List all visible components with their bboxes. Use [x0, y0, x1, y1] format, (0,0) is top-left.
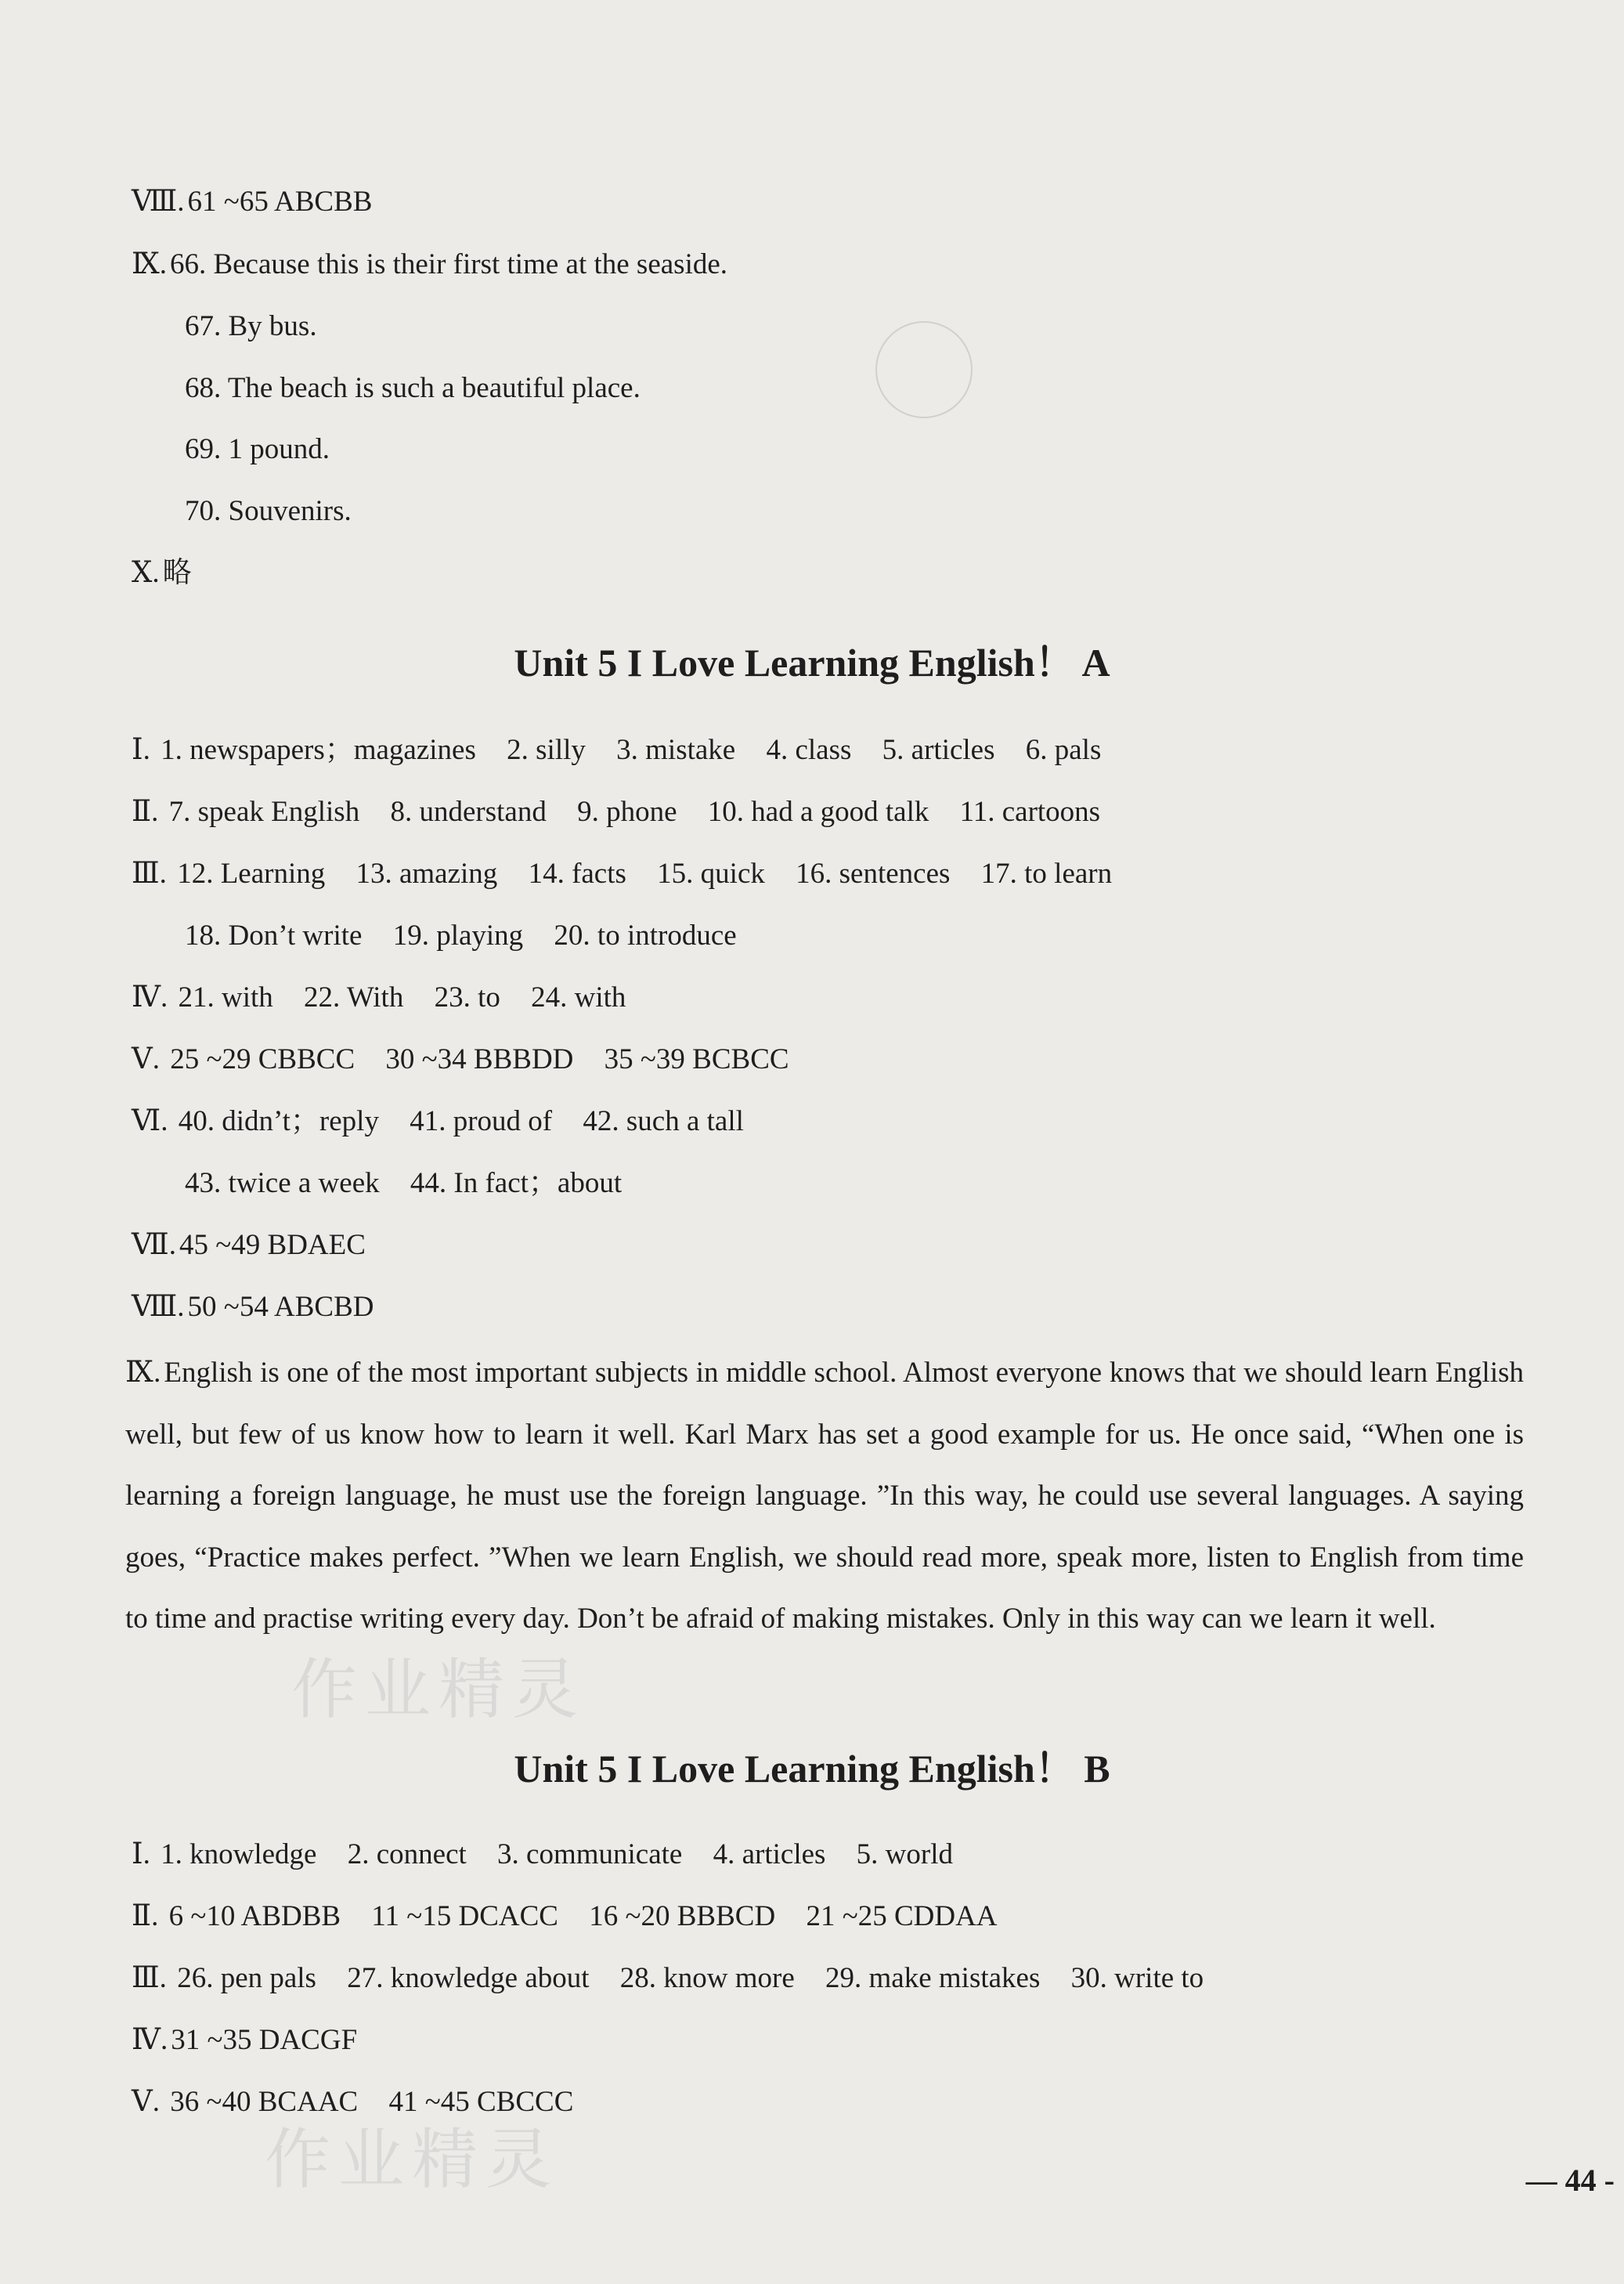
answer-item: 20. to introduce	[554, 920, 737, 952]
unit-b-section-ii: Ⅱ. 6 ~10 ABDBB 11 ~15 DCACC 16 ~20 BBBCD 21 ~25 CDDAA	[132, 1900, 998, 1932]
unit-a-section-iv: Ⅳ. 21. with 22. With 23. to 24. with	[132, 981, 626, 1014]
answer-item: 2. connect	[347, 1838, 467, 1870]
answer-item: 21 ~25 CDDAA	[806, 1900, 998, 1932]
answer-item: 21. with	[178, 981, 273, 1014]
answer-item: 13. amazing	[355, 858, 498, 890]
answer-item: 35 ~39 BCBCC	[604, 1043, 789, 1075]
answer-item: 43. twice a week	[185, 1167, 380, 1199]
answer-item: 19. playing	[392, 920, 524, 952]
unit-a-section-i: Ⅰ. 1. newspapers；magazines 2. silly 3. mistake 4. class 5. articles 6. pals	[132, 734, 1102, 766]
unit-a-section-iii-cont	[185, 919, 760, 953]
answer-item: 2. silly	[507, 734, 586, 766]
answer-69: 69. 1 pound.	[185, 433, 330, 465]
answer-item: 11 ~15 DCACC	[371, 1900, 558, 1932]
answer-item: 5. articles	[882, 734, 995, 766]
stamp-seal	[875, 321, 973, 418]
unit-a-section-vii: Ⅶ. 45 ~49 BDAEC	[132, 1229, 366, 1261]
answer-item: 15. quick	[657, 858, 765, 890]
answer-item: 42. such a tall	[583, 1105, 744, 1137]
watermark-logo: 作业精灵	[265, 2121, 560, 2198]
answer-item: 40. didn’t；reply	[178, 1105, 379, 1137]
page-number: — 44 -	[1525, 2163, 1615, 2198]
answer-item: 5. world	[856, 1838, 953, 1870]
unit-a-section-v: Ⅴ. 25 ~29 CBBCC 30 ~34 BBBDD 35 ~39 BCBCC	[132, 1043, 789, 1075]
section-ix-top: Ⅸ. 66. Because this is their first time at the seaside.	[132, 248, 728, 280]
unit-a-section-vi: Ⅵ. 40. didn’t；reply 41. proud of 42. such a tall	[132, 1105, 744, 1137]
answer-item: 16 ~20 BBBCD	[589, 1900, 776, 1932]
answer-item: 26. pen pals	[177, 1962, 316, 1994]
answer-item: 6 ~10 ABDBB	[168, 1900, 341, 1932]
answer-item: 17. to learn	[980, 858, 1113, 890]
unit-a-section-ix-essay: Ⅸ. English is one of the most important subjects in middle school. Almost everyone knows that we should learn English well, but few of us know how to learn it well. Karl Marx has set a good example for us. He once said, “When one is learning a foreign language, he must use the foreign language. ”In this way, he could use several languages. A saying goes, “Practice makes perfect. ”When we learn English, we should read more, speak more, listen to English from time to time and practise writing every day. Don’t be afraid of making mistakes. Only in this way can we learn it well.	[125, 1357, 1524, 1635]
unit-b-section-i: Ⅰ. 1. knowledge 2. connect 3. communicate 4. articles 5. world	[132, 1838, 953, 1870]
answer-item: 41. proud of	[410, 1105, 553, 1137]
answer-item: 30. write to	[1070, 1962, 1204, 1994]
answer-item: 10. had a good talk	[707, 796, 929, 828]
answer-item: 7. speak English	[168, 796, 360, 828]
section-viii-top: Ⅷ. 61 ~65 ABCBB	[132, 186, 373, 218]
answer-item: 29. make mistakes	[825, 1962, 1041, 1994]
unit-b-section-iv: Ⅳ. 31 ~35 DACGF	[132, 2024, 358, 2056]
answer-item: 4. articles	[713, 1838, 826, 1870]
answer-item: 44. In fact；about	[410, 1167, 623, 1199]
answer-item: 18. Don’t write	[185, 920, 363, 952]
answer-item: 16. sentences	[796, 858, 951, 890]
unit-a-section-viii: Ⅷ. 50 ~54 ABCBD	[132, 1291, 374, 1323]
answer-67: 67. By bus.	[185, 310, 317, 342]
unit-a-section-vi-cont	[185, 1166, 645, 1201]
answer-item: 9. phone	[577, 796, 677, 828]
answer-item: 27. knowledge about	[347, 1962, 590, 1994]
answer-item: 25 ~29 CBBCC	[170, 1043, 355, 1075]
unit-b-section-v: Ⅴ. 36 ~40 BCAAC 41 ~45 CBCCC	[132, 2086, 574, 2118]
answer-item: 36 ~40 BCAAC	[170, 2086, 359, 2118]
section-x-top: Ⅹ. 略	[132, 557, 192, 589]
answer-item: 24. with	[531, 981, 626, 1014]
answer-item: 1. knowledge	[161, 1838, 317, 1870]
answer-item: 22. With	[304, 981, 404, 1014]
answer-item: 4. class	[766, 734, 852, 766]
answer-item: 12. Learning	[177, 858, 326, 890]
answer-70: 70. Souvenirs.	[185, 495, 352, 527]
answer-item: 30 ~34 BBBDD	[385, 1043, 574, 1075]
answer-item: 41 ~45 CBCCC	[388, 2086, 574, 2118]
answer-item: 23. to	[434, 981, 500, 1014]
unit-b-section-iii: Ⅲ. 26. pen pals 27. knowledge about 28. know more 29. make mistakes 30. write to	[132, 1962, 1204, 1994]
unit-b-title: Unit 5 I Love Learning English！ B	[514, 1747, 1110, 1791]
answer-item: 8. understand	[390, 796, 547, 828]
answer-item: 28. know more	[619, 1962, 795, 1994]
answer-item: 6. pals	[1025, 734, 1102, 766]
watermark-logo: 作业精灵	[291, 1651, 586, 1728]
unit-a-section-iii: Ⅲ. 12. Learning 13. amazing 14. facts 15. quick 16. sentences 17. to learn	[132, 858, 1113, 890]
unit-a-section-ii: Ⅱ. 7. speak English 8. understand 9. phone 10. had a good talk 11. cartoons	[132, 796, 1101, 828]
answer-item: 3. communicate	[497, 1838, 683, 1870]
answer-68: 68. The beach is such a beautiful place.	[185, 372, 641, 404]
unit-a-title: Unit 5 I Love Learning English！ A	[514, 641, 1110, 685]
answer-item: 14. facts	[528, 858, 626, 890]
answer-item: 11. cartoons	[959, 796, 1101, 828]
answer-item: 1. newspapers；magazines	[161, 734, 476, 766]
answer-item: 3. mistake	[616, 734, 736, 766]
